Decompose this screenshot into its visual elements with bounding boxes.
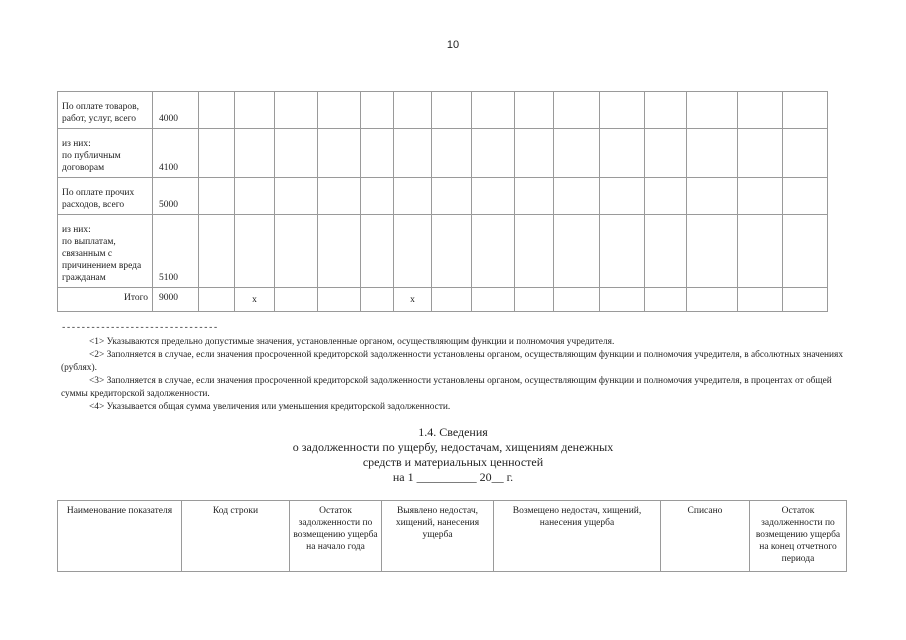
footnote: <3> Заполняется в случае, если значения просроченной кредиторской задолженности установлены органом, осуществляющим функции и полномочия учредителя, в процентах от общей суммы кредиторской задолженности. xyxy=(61,376,832,399)
row-label: По оплате прочих расходов, всего xyxy=(58,178,153,215)
total-label: Итого xyxy=(58,288,153,312)
row-label: из них: по публичным договорам xyxy=(58,129,153,178)
column-header: Остаток задолженности по возмещению ущерба на конец отчетного периода xyxy=(750,501,847,572)
column-header: Код строки xyxy=(182,501,290,572)
damage-debt-table xyxy=(57,500,847,572)
total-row xyxy=(58,288,828,312)
footnotes xyxy=(61,336,849,414)
section-heading xyxy=(0,425,906,485)
section-title: 1.4. Сведения xyxy=(418,425,488,439)
table-row xyxy=(58,178,828,215)
footnote: <2> Заполняется в случае, если значения просроченной кредиторской задолженности установлены органом, осуществляющим функции и полномочия учредителя, в абсолютных значениях (рублях). xyxy=(61,350,844,373)
row-code: 4100 xyxy=(153,129,199,178)
table-header-row xyxy=(58,501,847,572)
row-label: из них: по выплатам, связанным с причинением вреда гражданам xyxy=(58,215,153,288)
section-date-line: на 1 __________ 20__ г. xyxy=(392,470,514,484)
row-label: По оплате товаров, работ, услуг, всего xyxy=(58,92,153,129)
footnote-divider: -------------------------------- xyxy=(61,323,218,333)
table-row xyxy=(58,215,828,288)
section-subtitle: о задолженности по ущербу, недостачам, хищениям денежных xyxy=(292,440,614,454)
column-header: Выявлено недостач, хищений, нанесения ущерба xyxy=(382,501,494,572)
row-code: 4000 xyxy=(153,92,199,129)
page-number: 10 xyxy=(446,39,460,51)
total-code: 9000 xyxy=(153,288,199,312)
section-subtitle: средств и материальных ценностей xyxy=(362,455,544,469)
footnote: <4> Указывается общая сумма увеличения или уменьшения кредиторской задолженности. xyxy=(89,402,451,412)
row-code: 5000 xyxy=(153,178,199,215)
column-header: Списано xyxy=(661,501,750,572)
column-header: Наименование показателя xyxy=(58,501,182,572)
row-code: 5100 xyxy=(153,215,199,288)
total-mark: x xyxy=(235,288,275,312)
column-header: Остаток задолженности по возмещению ущерба на начало года xyxy=(290,501,382,572)
total-mark: x xyxy=(394,288,432,312)
overdue-payables-table xyxy=(57,91,828,312)
table-row xyxy=(58,129,828,178)
table-row xyxy=(58,92,828,129)
footnote: <1> Указываются предельно допустимые значения, установленные органом, осуществляющим функции и полномочия учредителя. xyxy=(89,337,615,347)
column-header: Возмещено недостач, хищений, нанесения ущерба xyxy=(494,501,661,572)
